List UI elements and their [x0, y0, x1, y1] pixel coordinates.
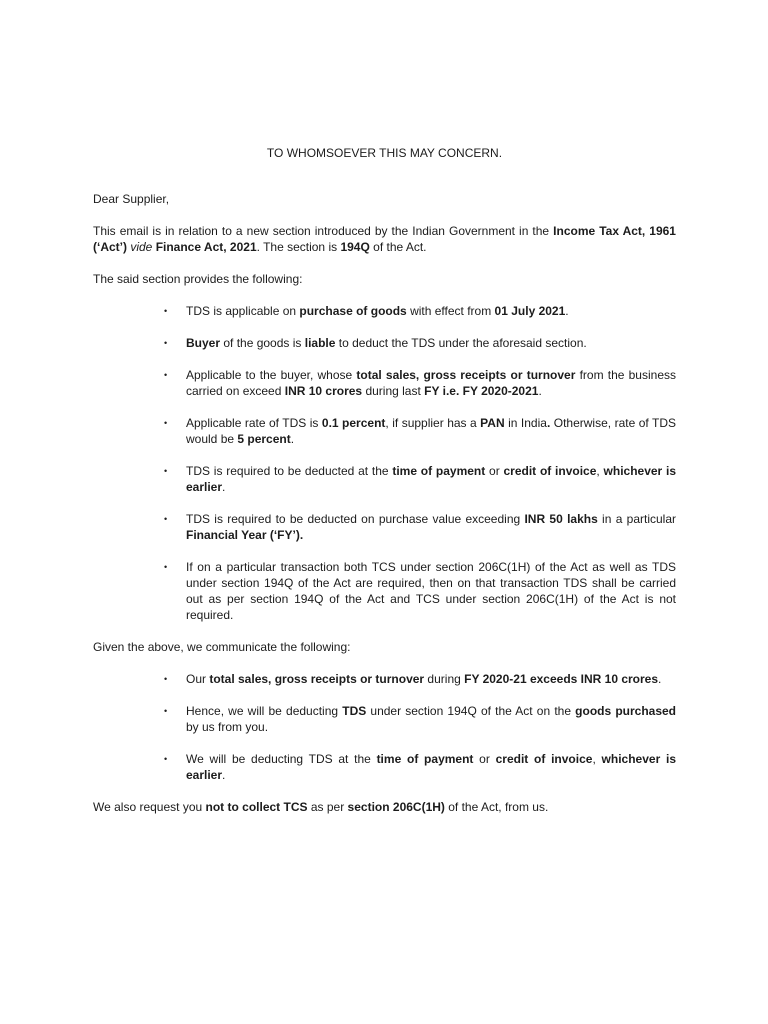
- bold-text-run: whichever is earlier: [186, 752, 676, 782]
- text-run: Our: [186, 672, 210, 686]
- intro-paragraph: [93, 223, 676, 255]
- text-run: Hence, we will be deducting: [186, 704, 343, 718]
- bold-text-run: whichever is earlier: [186, 464, 677, 494]
- text-run: during last: [362, 384, 425, 398]
- text-run: TDS is applicable on: [186, 304, 300, 318]
- bold-text-run: total sales, gross receipts or turnover: [356, 368, 576, 382]
- section-points-list: [93, 303, 676, 623]
- text-run: of the Act.: [369, 240, 427, 254]
- text-run: Otherwise, rate of TDS would be: [186, 416, 676, 446]
- text-run: by us from you.: [186, 720, 269, 734]
- text-run: or: [485, 464, 504, 478]
- section-point-item: [186, 463, 676, 495]
- text-run: Applicable to the buyer, whose: [186, 368, 357, 382]
- text-run: of the goods is: [220, 336, 305, 350]
- text-run: .: [222, 480, 226, 494]
- text-run: This email is in relation to a new section introduced by the Indian Government in the: [93, 224, 554, 238]
- letter-body: [93, 145, 676, 831]
- bold-text-run: Buyer: [186, 336, 221, 350]
- text-run: under section 194Q of the Act on the: [366, 704, 576, 718]
- text-run: or: [473, 752, 496, 766]
- section-point-item: [186, 367, 676, 399]
- text-run: We will be deducting TDS at the: [186, 752, 377, 766]
- section-lead-text: The said section provides the following:: [93, 272, 303, 286]
- text-run: with effect from: [406, 304, 495, 318]
- section-point-item: [186, 335, 676, 351]
- text-run: .: [565, 304, 569, 318]
- bold-text-run: credit of invoice: [503, 464, 597, 478]
- bold-text-run: 01 July 2021: [494, 304, 566, 318]
- communication-lead-text: Given the above, we communicate the following:: [93, 640, 351, 654]
- text-run: ,: [592, 752, 602, 766]
- bold-text-run: Financial Year (‘FY’).: [186, 528, 304, 542]
- bold-text-run: total sales, gross receipts or turnover: [209, 672, 425, 686]
- bold-text-run: FY i.e. FY 2020-2021: [424, 384, 539, 398]
- bold-text-run: Income Tax Act, 1961 (‘Act’): [93, 224, 676, 254]
- text-run: Applicable rate of TDS is: [186, 416, 322, 430]
- text-run: .: [658, 672, 662, 686]
- bold-text-run: INR 10 crores: [284, 384, 363, 398]
- text-run: from the business carried on exceed: [186, 368, 676, 398]
- text-run: .: [290, 432, 295, 446]
- text-run: TDS is required to be deducted at the: [186, 464, 393, 478]
- text-run: , if supplier has a: [385, 416, 481, 430]
- letter-heading: TO WHOMSOEVER THIS MAY CONCERN.: [266, 146, 503, 160]
- section-point-item: [186, 415, 676, 447]
- bold-text-run: PAN: [480, 416, 505, 430]
- bold-text-run: liable: [304, 336, 336, 350]
- bold-text-run: 5 percent: [237, 432, 291, 446]
- communication-point-item: [186, 703, 676, 735]
- text-run: in India: [504, 416, 547, 430]
- bold-text-run: 0.1 percent: [321, 416, 386, 430]
- text-run: If on a particular transaction both TCS under section 206C(1H) of the Act as well as TDS under section 194Q of the Act are required, then on that transaction TDS shall be carried out as per section 194Q of the Act and TCS under section 206C(1H) of the Act is not required.: [186, 560, 676, 622]
- bold-text-run: TDS: [342, 704, 367, 718]
- communication-point-item: [186, 671, 676, 687]
- text-run: . The section is: [256, 240, 341, 254]
- bold-text-run: credit of invoice: [495, 752, 593, 766]
- bold-text-run: INR 50 lakhs: [524, 512, 598, 526]
- section-point-item: [186, 303, 676, 319]
- bold-text-run: 194Q: [340, 240, 370, 254]
- text-run: ,: [596, 464, 604, 478]
- text-run: to deduct the TDS under the aforesaid section.: [335, 336, 587, 350]
- bold-text-run: purchase of goods: [299, 304, 407, 318]
- italic-text-run: vide: [127, 240, 156, 254]
- text-run: TDS is required to be deducted on purchase value exceeding: [186, 512, 525, 526]
- bold-text-run: time of payment: [376, 752, 474, 766]
- bold-text-run: Finance Act, 2021: [155, 240, 257, 254]
- bold-text-run: .: [546, 416, 551, 430]
- text-run: as per: [307, 800, 348, 814]
- bold-text-run: section 206C(1H): [347, 800, 445, 814]
- section-point-item: [186, 511, 676, 543]
- communication-points-list: [93, 671, 676, 783]
- text-run: .: [222, 768, 226, 782]
- bold-text-run: time of payment: [392, 464, 486, 478]
- bold-text-run: not to collect TCS: [205, 800, 308, 814]
- text-run: of the Act, from us.: [444, 800, 549, 814]
- salutation: Dear Supplier,: [93, 192, 170, 206]
- communication-point-item: [186, 751, 676, 783]
- section-point-item: [186, 559, 676, 623]
- text-run: during: [424, 672, 465, 686]
- text-run: in a particular: [597, 512, 677, 526]
- closing-paragraph: [93, 799, 676, 815]
- bold-text-run: FY 2020-21 exceeds INR 10 crores: [464, 672, 659, 686]
- text-run: We also request you: [93, 800, 206, 814]
- text-run: .: [538, 384, 542, 398]
- bold-text-run: goods purchased: [575, 704, 676, 718]
